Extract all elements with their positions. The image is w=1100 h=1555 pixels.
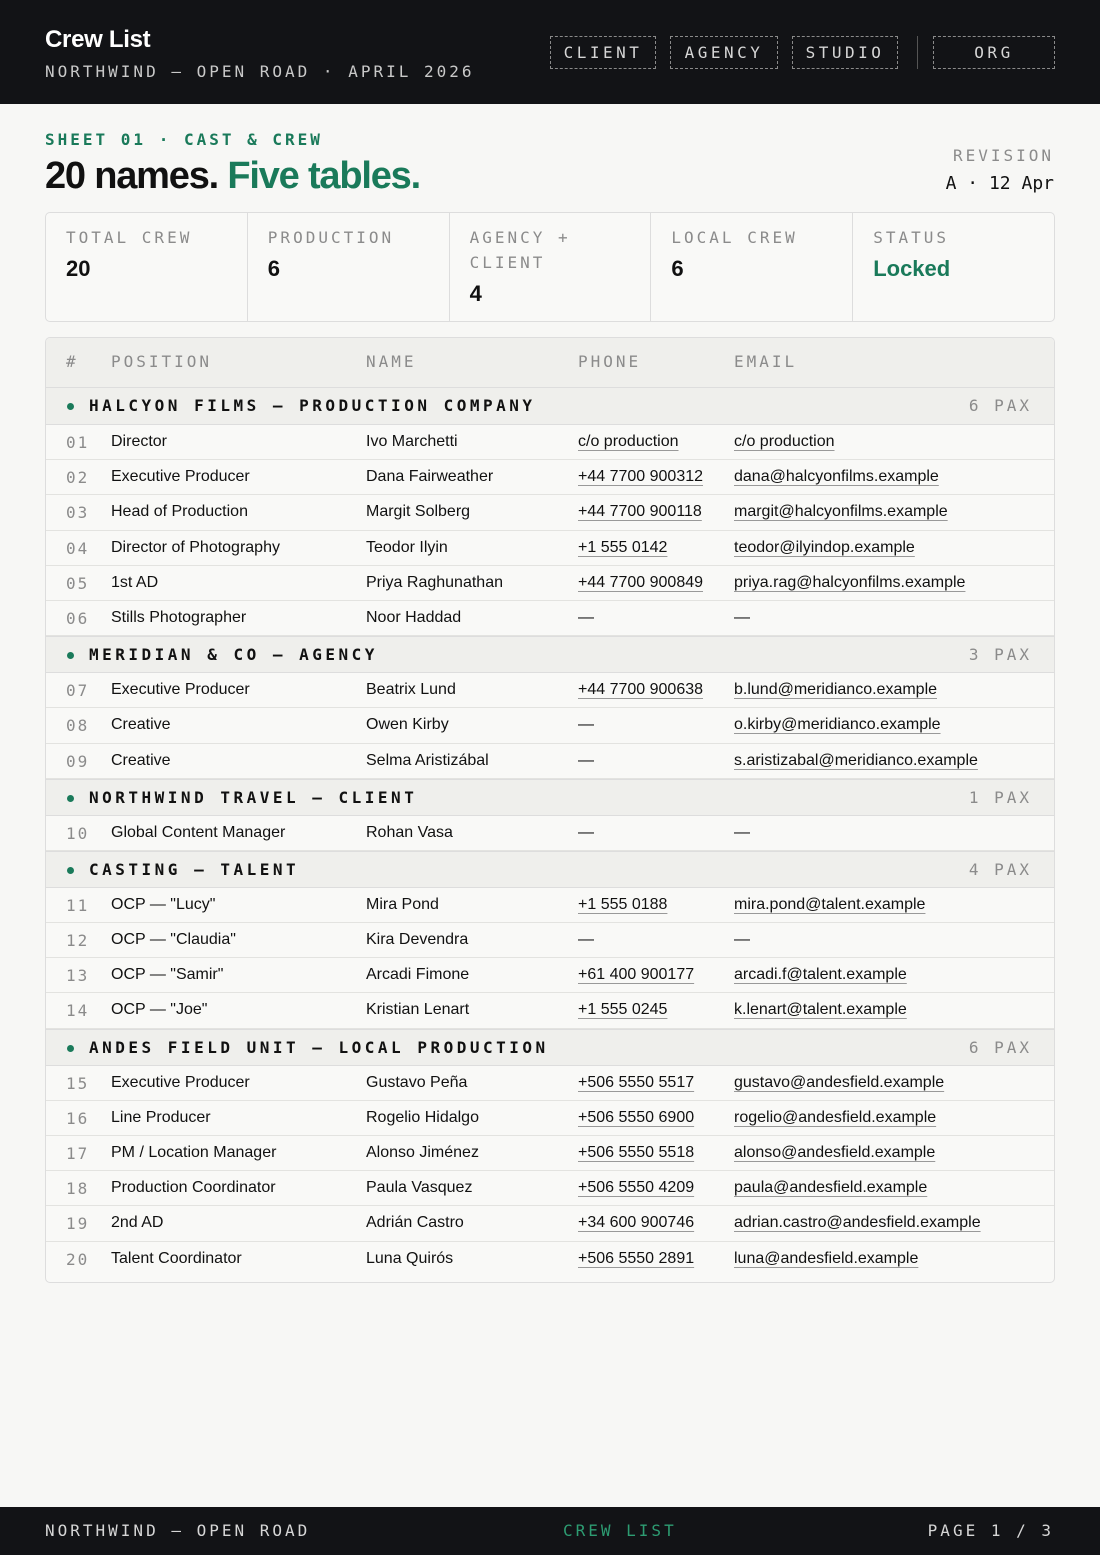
crew-email: — xyxy=(734,931,750,949)
stat-label: AGENCY + CLIENT xyxy=(469,228,571,272)
crew-name: Owen Kirby xyxy=(366,716,449,734)
crew-name: Priya Raghunathan xyxy=(366,573,503,591)
col-header-email: EMAIL xyxy=(734,352,798,371)
summary-stats xyxy=(45,212,1055,322)
revision-value: A · 12 Apr xyxy=(945,173,1054,194)
crew-phone: — xyxy=(578,716,594,734)
crew-phone[interactable]: +34 600 900746 xyxy=(578,1214,695,1232)
stat-label: LOCAL CREW xyxy=(671,228,798,247)
crew-position: Head of Production xyxy=(111,503,248,521)
row-number: 03 xyxy=(66,503,90,523)
crew-phone[interactable]: +44 7700 900118 xyxy=(578,503,702,521)
table-row xyxy=(46,708,1054,743)
crew-email[interactable]: alonso@andesfield.example xyxy=(734,1144,936,1161)
col-header-num: # xyxy=(66,352,79,371)
crew-position: 1st AD xyxy=(111,573,159,591)
crew-position: OCP — "Joe" xyxy=(111,1001,208,1019)
crew-name: Adrián Castro xyxy=(366,1214,464,1232)
table-row xyxy=(46,1242,1054,1277)
table-row xyxy=(46,958,1054,993)
row-number: 20 xyxy=(66,1249,90,1269)
crew-position: Executive Producer xyxy=(111,681,250,699)
row-number: 09 xyxy=(66,751,90,771)
crew-position: Creative xyxy=(111,716,171,734)
crew-email[interactable]: gustavo@andesfield.example xyxy=(734,1073,945,1091)
crew-position: Director of Photography xyxy=(111,538,280,556)
crew-position: Creative xyxy=(111,751,171,769)
group-pax-count: 4 PAX xyxy=(968,859,1032,879)
footer-doc-name: CREW LIST xyxy=(563,1521,677,1540)
crew-position: 2nd AD xyxy=(111,1214,164,1232)
table-row xyxy=(46,1206,1054,1241)
table-row xyxy=(46,1101,1054,1136)
crew-phone: — xyxy=(578,931,594,949)
group-name: CASTING — TALENT xyxy=(89,859,300,879)
group-name: NORTHWIND TRAVEL — CLIENT xyxy=(89,787,418,807)
footer xyxy=(0,1507,1100,1555)
crew-name: Margit Solberg xyxy=(366,503,471,521)
col-header-name: NAME xyxy=(366,352,417,371)
stat-value: 4 xyxy=(469,281,482,306)
table-body xyxy=(46,388,1054,1277)
crew-email[interactable]: adrian.castro@andesfield.example xyxy=(734,1214,981,1232)
crew-position: Director xyxy=(111,433,168,450)
group-dot-icon xyxy=(67,867,74,874)
crew-phone[interactable]: +44 7700 900312 xyxy=(578,468,704,486)
crew-position: OCP — "Lucy" xyxy=(111,895,216,913)
crew-name: Rohan Vasa xyxy=(366,823,453,841)
crew-name: Kira Devendra xyxy=(366,931,469,949)
crew-name: Ivo Marchetti xyxy=(366,433,458,450)
chip-org[interactable]: ORG xyxy=(933,36,1055,69)
crew-position: Executive Producer xyxy=(111,468,250,486)
stat-value: 6 xyxy=(267,256,281,281)
row-number: 13 xyxy=(66,966,90,986)
table-row xyxy=(46,1171,1054,1206)
crew-email[interactable]: rogelio@andesfield.example xyxy=(734,1108,937,1126)
crew-email[interactable]: arcadi.f@talent.example xyxy=(734,966,907,984)
stat-label: PRODUCTION xyxy=(267,228,395,247)
row-number: 11 xyxy=(66,895,90,915)
group-header xyxy=(46,636,1054,673)
crew-name: Paula Vasquez xyxy=(366,1179,473,1197)
table-row xyxy=(46,993,1054,1028)
document-subtitle: NORTHWIND — OPEN ROAD · APRIL 2026 xyxy=(45,62,475,81)
group-pax-count: 6 PAX xyxy=(968,396,1032,415)
row-number: 07 xyxy=(66,681,90,701)
crew-name: Arcadi Fimone xyxy=(366,966,470,984)
crew-email[interactable]: b.lund@meridianco.example xyxy=(734,681,938,699)
crew-phone[interactable]: +506 5550 2891 xyxy=(578,1249,695,1267)
table-row xyxy=(46,460,1054,495)
crew-name: Gustavo Peña xyxy=(366,1073,468,1091)
col-header-position: POSITION xyxy=(111,352,213,371)
table-row xyxy=(46,744,1054,779)
group-pax-count: 1 PAX xyxy=(968,787,1032,807)
stat-local-crew xyxy=(650,213,852,321)
crew-name: Kristian Lenart xyxy=(366,1001,470,1019)
table-row xyxy=(46,888,1054,923)
row-number: 06 xyxy=(66,608,90,628)
crew-email[interactable]: o.kirby@meridianco.example xyxy=(734,716,941,734)
crew-phone[interactable]: +506 5550 4209 xyxy=(578,1179,695,1197)
stat-production xyxy=(247,213,449,321)
group-header xyxy=(46,388,1054,425)
crew-name: Dana Fairweather xyxy=(366,468,494,486)
group-pax-count: 6 PAX xyxy=(968,1037,1032,1057)
status-badge: Locked xyxy=(873,256,951,281)
stat-label: STATUS xyxy=(873,228,949,247)
crew-email[interactable]: margit@halcyonfilms.example xyxy=(734,503,948,521)
crew-position: Executive Producer xyxy=(111,1073,250,1091)
group-name: ANDES FIELD UNIT — LOCAL PRODUCTION xyxy=(89,1037,549,1057)
crew-position: Stills Photographer xyxy=(111,608,247,626)
row-number: 14 xyxy=(66,1001,90,1021)
row-number: 01 xyxy=(66,433,90,452)
crew-phone[interactable]: +506 5550 5518 xyxy=(578,1144,695,1161)
crew-name: Rogelio Hidalgo xyxy=(366,1108,479,1126)
document-title: Crew List xyxy=(45,26,151,53)
row-number: 18 xyxy=(66,1179,90,1199)
stat-status xyxy=(852,213,1054,321)
crew-name: Beatrix Lund xyxy=(366,681,456,699)
group-name: MERIDIAN & CO — AGENCY xyxy=(89,645,378,665)
group-pax-count: 3 PAX xyxy=(968,645,1032,665)
footer-project: NORTHWIND — OPEN ROAD xyxy=(45,1521,311,1540)
table-row xyxy=(46,566,1054,601)
row-number: 15 xyxy=(66,1073,90,1093)
stat-total-crew xyxy=(46,213,247,321)
crew-email: — xyxy=(734,823,750,841)
chip-client[interactable]: CLIENT xyxy=(550,36,656,69)
stat-label: TOTAL CREW xyxy=(66,228,193,247)
chip-divider xyxy=(917,36,918,69)
crew-email[interactable]: dana@halcyonfilms.example xyxy=(734,468,939,486)
crew-position: OCP — "Samir" xyxy=(111,966,224,984)
row-number: 10 xyxy=(66,823,90,843)
crew-email[interactable]: luna@andesfield.example xyxy=(734,1249,919,1267)
headline-accent: Five tables. xyxy=(227,155,420,197)
crew-phone[interactable]: +61 400 900177 xyxy=(578,966,695,984)
revision-label: REVISION xyxy=(952,146,1054,165)
table-header xyxy=(46,338,1054,388)
crew-email[interactable]: s.aristizabal@meridianco.example xyxy=(734,751,978,769)
table-row xyxy=(46,425,1054,460)
chip-studio[interactable]: STUDIO xyxy=(792,36,898,69)
group-dot-icon xyxy=(67,795,74,802)
crew-phone[interactable]: +44 7700 900638 xyxy=(578,681,704,699)
crew-email[interactable]: k.lenart@talent.example xyxy=(734,1001,907,1019)
crew-email[interactable]: c/o production xyxy=(734,433,835,450)
crew-email[interactable]: mira.pond@talent.example xyxy=(734,895,926,913)
row-number: 17 xyxy=(66,1144,90,1163)
crew-position: Talent Coordinator xyxy=(111,1249,242,1267)
crew-phone[interactable]: +506 5550 6900 xyxy=(578,1108,695,1126)
table-row xyxy=(46,1136,1054,1171)
table-row xyxy=(46,495,1054,530)
row-number: 12 xyxy=(66,931,90,951)
stat-value: 20 xyxy=(66,256,91,281)
headline-main: 20 names. xyxy=(45,155,218,197)
table-row xyxy=(46,601,1054,636)
crew-email: — xyxy=(734,608,750,626)
row-number: 19 xyxy=(66,1214,90,1234)
table-row xyxy=(46,673,1054,708)
crew-position: Global Content Manager xyxy=(111,823,286,841)
crew-name: Mira Pond xyxy=(366,895,439,913)
stat-value: 6 xyxy=(671,256,684,281)
crew-phone: — xyxy=(578,608,594,626)
crew-phone[interactable]: +1 555 0245 xyxy=(578,1001,668,1019)
crew-position: Line Producer xyxy=(111,1108,211,1126)
row-number: 04 xyxy=(66,538,90,558)
crew-name: Alonso Jiménez xyxy=(366,1144,479,1161)
row-number: 16 xyxy=(66,1108,90,1128)
crew-email[interactable]: paula@andesfield.example xyxy=(734,1179,928,1197)
crew-name: Luna Quirós xyxy=(366,1249,454,1267)
chip-agency[interactable]: AGENCY xyxy=(670,36,778,69)
crew-phone[interactable]: +1 555 0142 xyxy=(578,538,668,556)
crew-phone[interactable]: +1 555 0188 xyxy=(578,895,668,913)
col-header-phone: PHONE xyxy=(578,352,642,371)
crew-position: PM / Location Manager xyxy=(111,1144,277,1161)
table-row xyxy=(46,923,1054,958)
crew-email[interactable]: teodor@ilyindop.example xyxy=(734,538,915,556)
crew-table xyxy=(45,337,1055,1283)
row-number: 08 xyxy=(66,716,90,736)
crew-email[interactable]: priya.rag@halcyonfilms.example xyxy=(734,573,966,591)
crew-phone: — xyxy=(578,823,594,841)
group-name: HALCYON FILMS — PRODUCTION COMPANY xyxy=(89,396,536,415)
stat-agency-client xyxy=(449,213,651,321)
crew-phone: — xyxy=(578,751,594,769)
row-number: 02 xyxy=(66,468,90,488)
group-header xyxy=(46,851,1054,888)
top-bar xyxy=(0,0,1100,104)
table-row xyxy=(46,816,1054,851)
group-header xyxy=(46,779,1054,816)
crew-name: Teodor Ilyin xyxy=(366,538,448,556)
row-number: 05 xyxy=(66,573,90,593)
crew-name: Noor Haddad xyxy=(366,608,462,626)
crew-phone[interactable]: +506 5550 5517 xyxy=(578,1073,695,1091)
crew-position: OCP — "Claudia" xyxy=(111,931,236,949)
footer-page-number: PAGE 1 / 3 xyxy=(927,1521,1054,1540)
table-row xyxy=(46,531,1054,566)
table-row xyxy=(46,1066,1054,1101)
headline xyxy=(45,155,420,198)
sheet-eyebrow: SHEET 01 · CAST & CREW xyxy=(45,130,323,149)
crew-phone[interactable]: c/o production xyxy=(578,433,679,450)
group-dot-icon xyxy=(67,652,74,659)
group-header xyxy=(46,1029,1054,1066)
crew-phone[interactable]: +44 7700 900849 xyxy=(578,573,704,591)
crew-position: Production Coordinator xyxy=(111,1179,276,1197)
group-dot-icon xyxy=(67,403,74,410)
crew-name: Selma Aristizábal xyxy=(366,751,489,769)
group-dot-icon xyxy=(67,1045,74,1052)
